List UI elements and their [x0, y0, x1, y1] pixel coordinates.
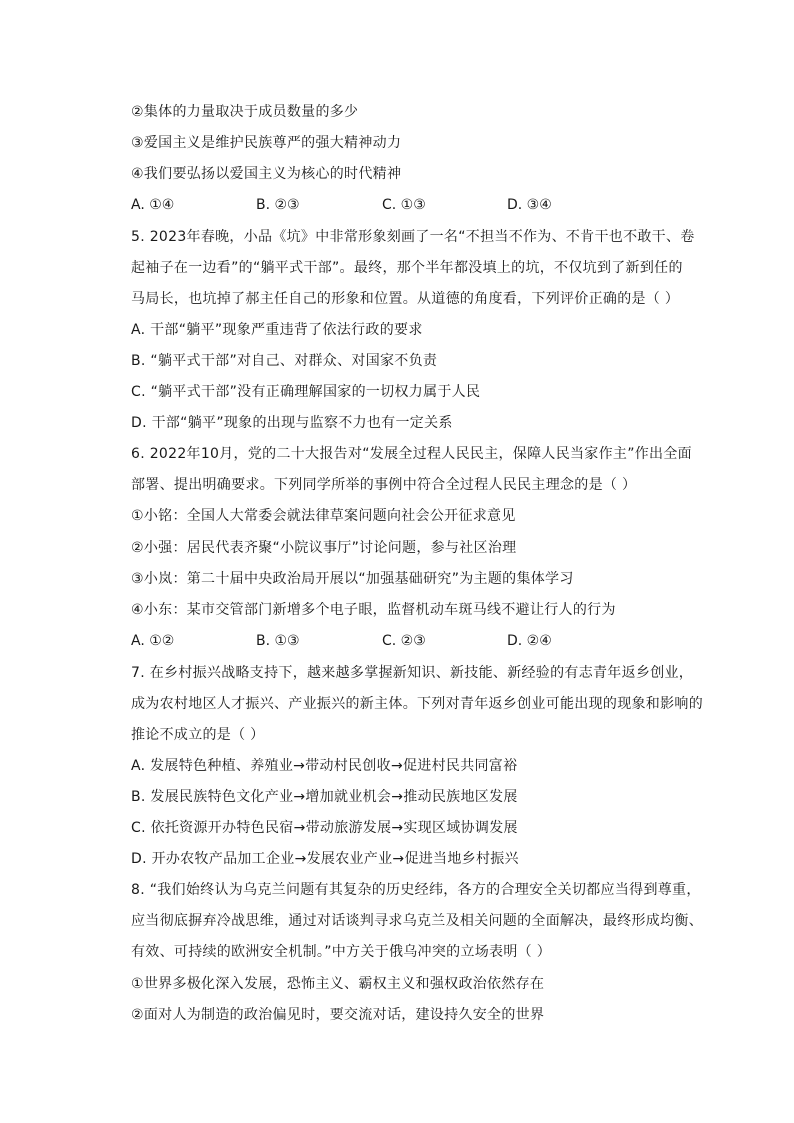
q4-statement-4: ④我们要弘扬以爱国主义为核心的时代精神: [131, 166, 402, 182]
q6-option-c: C. ②③: [382, 633, 426, 649]
q8-statement-2: ②面对人为制造的政治偏见时，要交流对话，建设持久安全的世界: [131, 1007, 545, 1023]
q6-stem-line-2: 部署、提出明确要求。下列同学所举的事例中符合全过程人民民主理念的是（ ）: [131, 477, 637, 493]
q6-stem-line-1: 6. 2022年10月，党的二十大报告对“发展全过程人民民主，保障人民当家作主”作出全面: [131, 446, 692, 462]
q6-statement-1: ①小铭：全国人大常委会就法律草案问题向社会公开征求意见: [131, 508, 516, 524]
q5-option-d: D. 干部“躺平”现象的出现与监察不力也有一定关系: [131, 415, 453, 431]
q7-stem-line-2: 成为农村地区人才振兴、产业振兴的新主体。下列对青年返乡创业可能出现的现象和影响的: [131, 696, 703, 712]
q4-option-b: B. ②③: [256, 197, 300, 213]
q6-option-b: B. ①③: [256, 633, 300, 649]
q6-statement-3: ③小岚：第二十届中央政治局开展以“加强基础研究”为主题的集体学习: [131, 571, 574, 587]
q4-statement-2: ②集体的力量取决于成员数量的多少: [131, 104, 359, 120]
q4-option-c: C. ①③: [382, 197, 426, 213]
q6-option-a: A. ①②: [131, 633, 175, 649]
q7-stem-line-3: 推论不成立的是（ ）: [131, 727, 265, 743]
q5-option-c: C. “躺平式干部”没有正确理解国家的一切权力属于人民: [131, 384, 481, 400]
q5-stem-line-2: 起袖子在一边看”的“躺平式干部”。最终，那个半年都没填上的坑，不仅坑到了新到任的: [131, 260, 683, 276]
q8-statement-1: ①世界多极化深入发展，恐怖主义、霸权主义和强权政治依然存在: [131, 976, 545, 992]
q5-stem-line-1: 5. 2023年春晚，小品《坑》中非常形象刻画了一名“不担当不作为、不肯干也不敢干、卷: [131, 229, 695, 245]
q5-option-b: B. “躺平式干部”对自己、对群众、对国家不负责: [131, 353, 438, 369]
q6-option-d: D. ②④: [507, 633, 552, 649]
q4-statement-3: ③爱国主义是维护民族尊严的强大精神动力: [131, 135, 402, 151]
q6-statement-4: ④小东：某市交管部门新增多个电子眼，监督机动车斑马线不避让行人的行为: [131, 602, 616, 618]
q7-stem-line-1: 7. 在乡村振兴战略支持下，越来越多掌握新知识、新技能、新经验的有志青年返乡创业，: [131, 665, 694, 681]
q8-stem-line-2: 应当彻底摒弃冷战思维，通过对话谈判寻求乌克兰及相关问题的全面解决，最终形成均衡、: [131, 913, 703, 929]
q5-stem-line-3: 马局长，也坑掉了郝主任自己的形象和位置。从道德的角度看，下列评价正确的是（ ）: [131, 291, 680, 307]
q7-option-a: A. 发展特色种植、养殖业→带动村民创收→促进村民共同富裕: [131, 758, 518, 774]
q4-option-d: D. ③④: [507, 197, 552, 213]
q8-stem-line-1: 8. “我们始终认为乌克兰问题有其复杂的历史经纬，各方的合理安全关切都应当得到尊重，: [131, 882, 701, 898]
q6-statement-2: ②小强：居民代表齐聚“小院议事厅”讨论问题，参与社区治理: [131, 540, 517, 556]
q7-option-c: C. 依托资源开办特色民宿→带动旅游发展→实现区域协调发展: [131, 820, 518, 836]
q7-option-d: D. 开办农牧产品加工企业→发展农业产业→促进当地乡村振兴: [131, 851, 519, 867]
q4-option-a: A. ①④: [131, 197, 175, 213]
q5-option-a: A. 干部“躺平”现象严重违背了依法行政的要求: [131, 322, 423, 338]
q8-stem-line-3: 有效、可持续的欧洲安全机制。”中方关于俄乌冲突的立场表明（ ）: [131, 944, 552, 960]
q7-option-b: B. 发展民族特色文化产业→增加就业机会→推动民族地区发展: [131, 789, 518, 805]
